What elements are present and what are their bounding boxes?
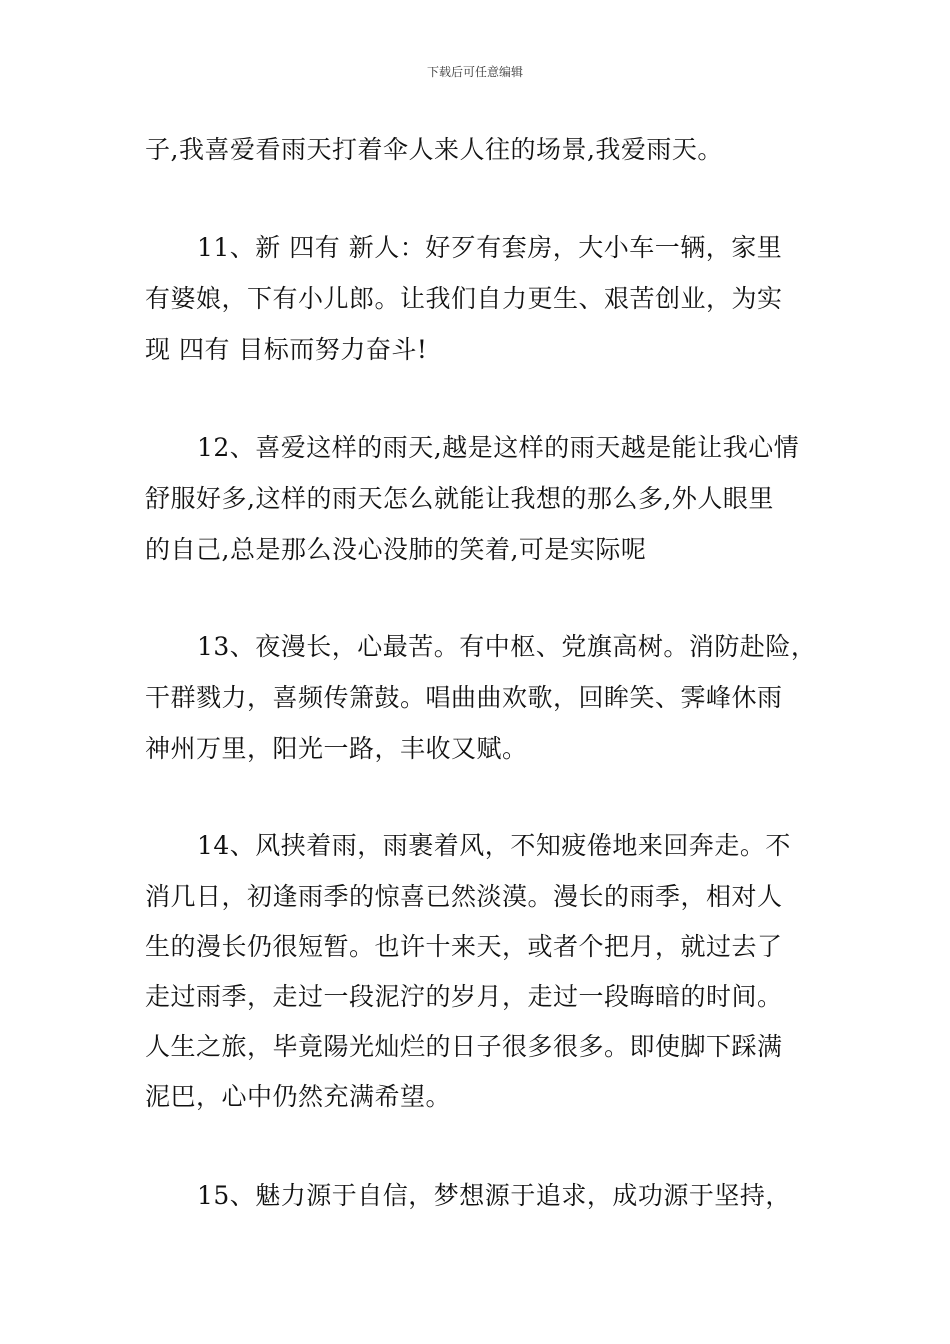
paragraph-12-line-1: 舒服好多,这样的雨天怎么就能让我想的那么多,外人眼里: [145, 484, 774, 513]
paragraph-14-line-3: 走过雨季，走过一段泥泞的岁月，走过一段晦暗的时间。: [145, 982, 783, 1011]
paragraph-13-line-0: 13、夜漫长，心最苦。有中枢、党旗高树。消防赴险，: [197, 632, 817, 661]
paragraph-14-line-4: 人生之旅，毕竟陽光灿烂的日子很多很多。即使脚下踩满: [145, 1032, 783, 1061]
paragraph-11-line-0: 11、新 四有 新人：好歹有套房，大小车一辆，家里: [197, 233, 783, 262]
page-header: 下载后可任意编辑: [426, 65, 523, 79]
paragraph-13-line-1: 干群戮力，喜频传箫鼓。唱曲曲欢歌，回眸笑、霁峰休雨: [145, 683, 783, 712]
paragraph-11-line-1: 有婆娘，下有小儿郎。让我们自力更生、艰苦创业，为实: [145, 284, 783, 313]
paragraph-12-line-0: 12、喜爱这样的雨天,越是这样的雨天越是能让我心情: [197, 433, 800, 462]
paragraph-12-line-2: 的自己,总是那么没心没肺的笑着,可是实际呢: [145, 535, 647, 564]
paragraph-11-line-2: 现 四有 目标而努力奋斗!: [145, 335, 428, 364]
paragraph-14-line-2: 生的漫长仍很短暂。也许十来天，或者个把月，就过去了: [145, 932, 783, 961]
paragraph-14-line-1: 消几日，初逢雨季的惊喜已然淡漠。漫长的雨季，相对人: [145, 882, 783, 911]
paragraph-0-line-0: 子,我喜爱看雨天打着伞人来人往的场景,我爱雨天。: [145, 135, 723, 164]
paragraph-15-line-0: 15、魅力源于自信，梦想源于追求，成功源于坚持，: [197, 1181, 791, 1210]
paragraph-14-line-5: 泥巴，心中仍然充满希望。: [145, 1082, 452, 1111]
paragraph-13-line-2: 神州万里，阳光一路，丰收又赋。: [145, 734, 528, 763]
paragraph-14-line-0: 14、风挟着雨，雨裹着风，不知疲倦地来回奔走。不: [197, 831, 791, 860]
